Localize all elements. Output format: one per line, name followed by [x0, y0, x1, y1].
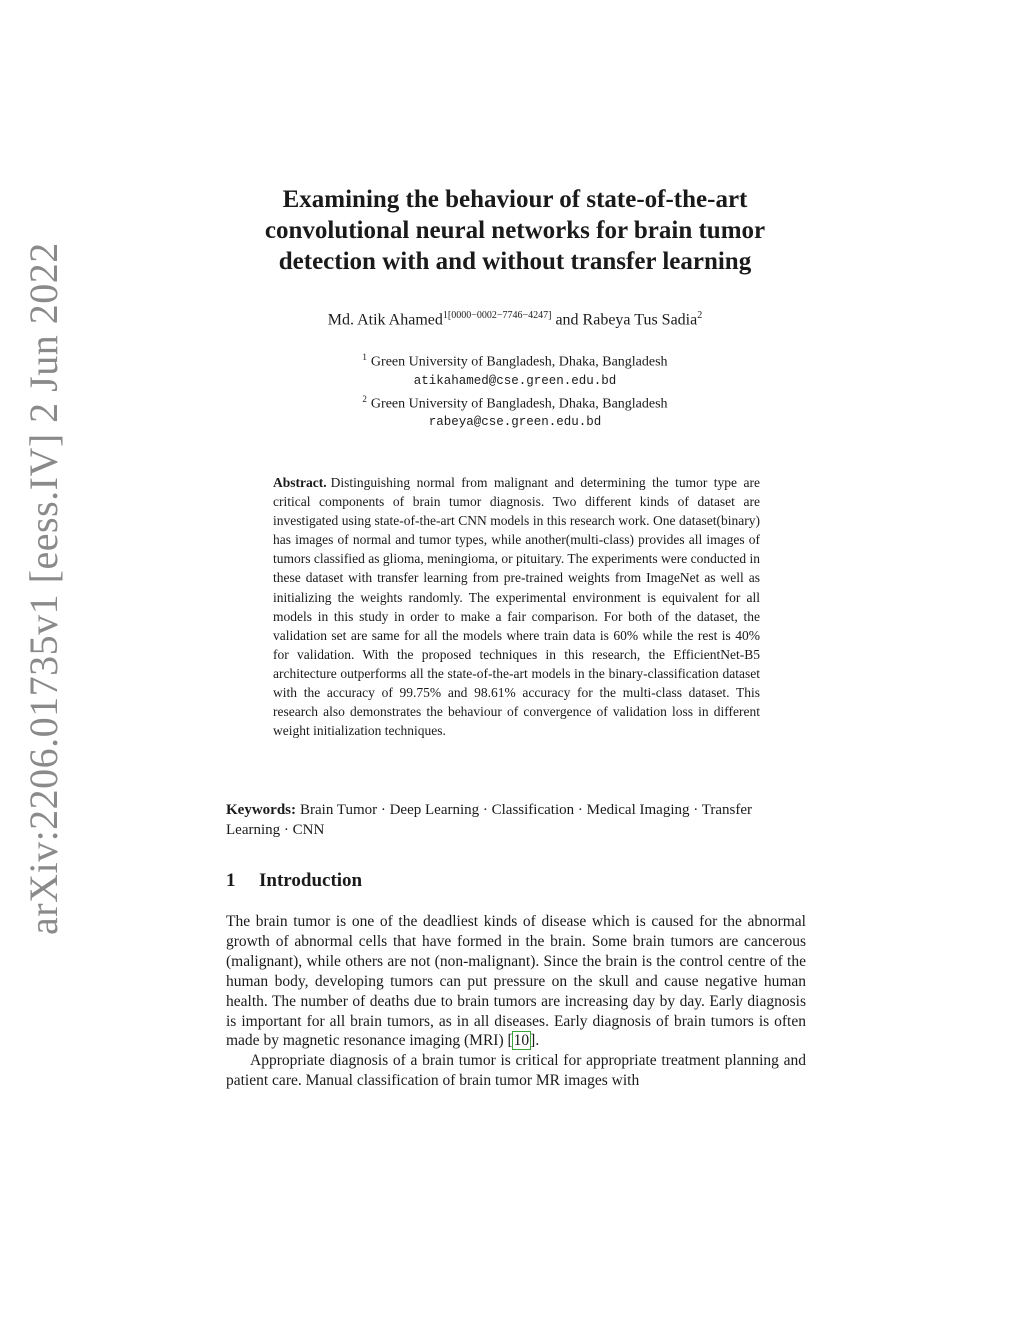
- affiliation-1-text: Green University of Bangladesh, Dhaka, Bangladesh: [370, 354, 668, 370]
- author-1-name: Md. Atik Ahamed: [327, 311, 443, 329]
- author-1-orcid: 1[0000−0002−7746−4247]: [442, 310, 552, 321]
- abstract-label: Abstract.: [273, 475, 327, 490]
- arxiv-identifier-stamp: arXiv:2206.01735v1 [eess.IV] 2 Jun 2022: [21, 242, 66, 935]
- intro-paragraph-2: Appropriate diagnosis of a brain tumor is critical for appropriate treatment planning and patient care. Manual classification of brain tumor MR images with: [226, 1052, 806, 1090]
- affiliation-1: [150, 348, 880, 372]
- affiliation-1-email[interactable]: atikahamed@cse.green.edu.bd: [413, 373, 617, 388]
- keywords-text: Brain Tumor · Deep Learning · Classification · Medical Imaging · Transfer Learning · CNN: [226, 802, 752, 838]
- author-2-name: and Rabeya Tus Sadia: [555, 311, 698, 329]
- affiliation-2-email[interactable]: rabeya@cse.green.edu.bd: [428, 415, 602, 430]
- introduction-body: [226, 912, 806, 1091]
- affiliation-2: [150, 390, 880, 414]
- affiliation-2-text: Green University of Bangladesh, Dhaka, Bangladesh: [370, 396, 668, 412]
- intro-paragraph-1-text: The brain tumor is one of the deadliest kinds of disease which is caused for the abnormal growth of abnormal cells that have formed in the brain. Some brain tumors are cancerous (malignant), while others are not (non-malignant). Since the brain is the control centre of the human body, developing tumors can put pressure on the skull and cause negative human health. The number of deaths due to brain tumors are increasing day by day. Early diagnosis is important for all brain tumors, as in all diseases. Early diagnosis of brain tumors is often made by magnetic resonance imaging (MRI) [: [226, 913, 806, 1050]
- section-heading-introduction: [226, 870, 362, 892]
- title-line-3: detection with and without transfer learning: [278, 248, 752, 275]
- affiliations: [150, 348, 880, 431]
- section-number: 1: [226, 870, 236, 891]
- title-line-2: convolutional neural networks for brain tumor: [264, 217, 766, 244]
- author-2-affil-mark: 2: [697, 310, 703, 321]
- keywords-label: Keywords:: [226, 802, 296, 818]
- citation-link[interactable]: 10: [513, 1032, 530, 1050]
- author-line: [150, 310, 880, 329]
- title-line-1: Examining the behaviour of state-of-the-art: [282, 186, 748, 213]
- abstract: [273, 473, 760, 740]
- intro-paragraph-1-end: ].: [530, 1032, 540, 1050]
- paper-title: [150, 184, 880, 277]
- intro-paragraph-1: [226, 912, 806, 1051]
- abstract-text: Distinguishing normal from malignant and determining the tumor type are critical components of brain tumor diagnosis. Two different kinds of dataset are investigated using state-of-the-art CNN models in this research work. One dataset(binary) has images of normal and tumor types, while another(multi-class) provides all images of tumors classified as glioma, meningioma, or pituitary. The experiments were conducted in these dataset with transfer learning from pre-trained weights from ImageNet as well as initializing the weights randomly. The experimental environment is equivalent for all models in this study in order to make a fair comparison. For both of the dataset, the validation set are same for all the models where train data is 60% while the rest is 40% for validation. With the proposed techniques in this research, the EfficientNet-B5 architecture outperforms all the state-of-the-art models in the binary-classification dataset with the accuracy of 99.75% and 98.61% accuracy for the multi-class dataset. This research also demonstrates the behaviour of convergence of validation loss in different weight initialization techniques.: [273, 475, 760, 739]
- affiliation-2-number: 2: [362, 393, 367, 404]
- section-title: Introduction: [259, 870, 363, 891]
- keywords: [226, 800, 806, 840]
- affiliation-1-number: 1: [362, 352, 367, 362]
